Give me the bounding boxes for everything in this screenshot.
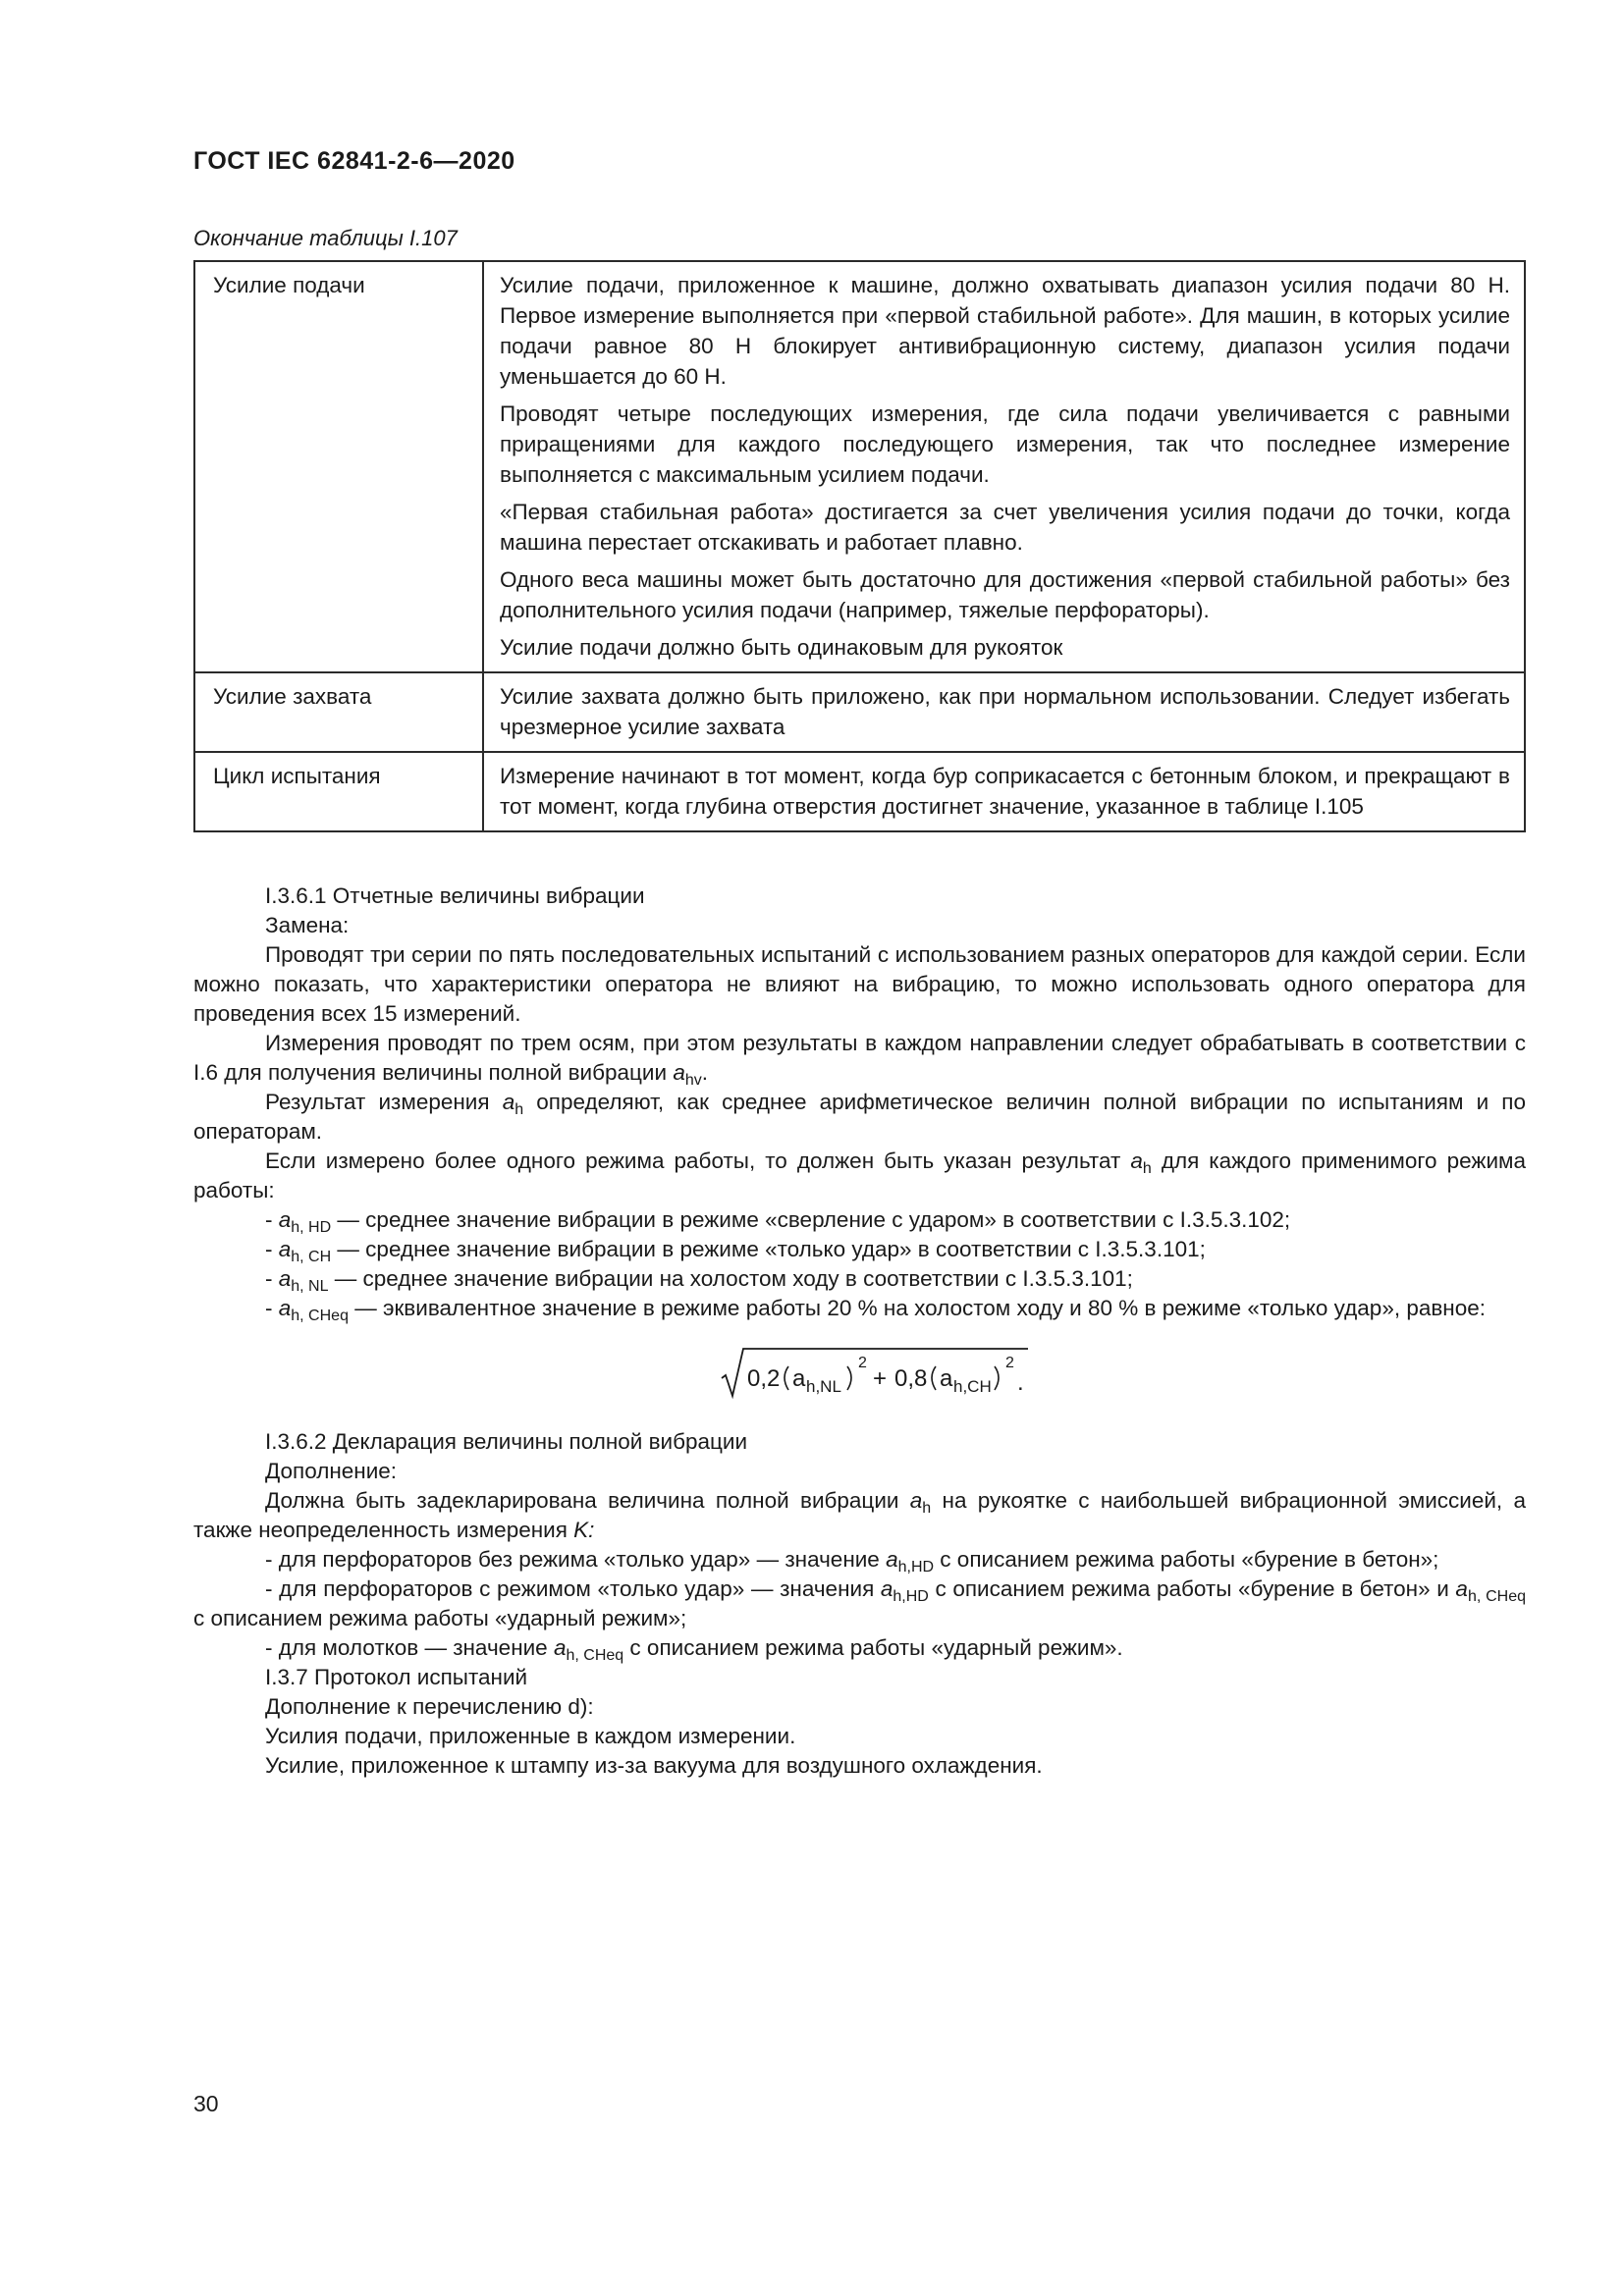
formula-sub-1: h,NL [805,1377,841,1396]
paragraph: Должна быть задекларирована величина полной вибрации $a_h$ на рукоятке с наибольшей вибрационной эмиссией, а также неопределенность измерения K: [193,1488,1526,1542]
paragraph: Усилия подачи, приложенные в каждом измерении. [265,1724,796,1748]
row-content [483,672,1525,752]
row-label: Усилие захвата [194,672,483,752]
row-content [483,752,1525,831]
addition-label: Дополнение к перечислению d): [265,1694,594,1719]
paragraph: Проводят три серии по пять последовательных испытаний с использованием разных операторов для каждой серии. Если можно показать, что характеристики оператора не влияют на вибрацию, то можно использовать одного оператора для проведения всех 15 измерений. [193,942,1526,1026]
section-heading: I.3.7 Протокол испытаний [265,1665,528,1689]
formula-sub-2: h,CH [952,1377,992,1396]
spec-table [193,260,1526,832]
formula-coef-1: 0,2 [746,1365,780,1392]
list-item: - $a_{h, CH}$ — среднее значение вибрации в режиме «только удар» в соответствии с I.3.5.3.101; [265,1237,1206,1265]
cell-paragraph: Усилие захвата должно быть приложено, как при нормальном использовании. Следует избегать чрезмерное усилие захвата [500,684,1510,739]
equivalent-vibration-formula [193,1345,1526,1400]
cell-paragraph: Проводят четыре последующих измерения, где сила подачи увеличивается с равными приращениями для каждого последующего измерения, так что последнее измерение выполняется с максимальным усилием подачи. [500,401,1510,487]
svg-text:.: . [1016,1369,1024,1396]
svg-text:2: 2 [857,1355,867,1371]
cell-paragraph: Одного веса машины может быть достаточно для достижения «первой стабильной работы» без дополнительного усилия подачи (например, тяжелые перфораторы). [500,567,1510,622]
section-heading: I.3.6.2 Декларация величины полной вибрации [265,1429,748,1454]
list-item: - для молотков — значение $a_{h, CHeq}$ с описанием режима работы «ударный режим». [265,1635,1123,1664]
paragraph: Измерения проводят по трем осям, при этом результаты в каждом направлении следует обрабатывать в соответствии с I.6 для получения величины полной вибрации $a_{hv}$. [193,1031,1526,1089]
list-item: - для перфораторов без режима «только удар» — значение $a_{h,HD}$ с описанием режима работы «бурение в бетон»; [265,1547,1439,1575]
section-heading: I.3.6.1 Отчетные величины вибрации [265,883,645,908]
svg-text:2: 2 [1004,1355,1014,1371]
body-text [193,881,1526,1781]
cell-paragraph: Усилие подачи должно быть одинаковым для рукояток [500,635,1063,660]
cell-paragraph: Измерение начинают в тот момент, когда бур соприкасается с бетонным блоком, и прекращают в тот момент, когда глубина отверстия достигнет значение, указанное в таблице I.105 [500,764,1510,819]
row-label: Цикл испытания [194,752,483,831]
cell-paragraph: «Первая стабильная работа» достигается за счет увеличения усилия подачи до точки, когда машина перестает отскакивать и работает плавно. [500,500,1510,555]
formula-graphic [718,1345,1042,1400]
list-item: - для перфораторов с режимом «только удар» — значения $a_{h,HD}$ с описанием режима работы «бурение в бетон» и $a_{h, CHeq}$ с описанием режима работы «ударный режим»; [193,1576,1527,1630]
cell-paragraph: Усилие подачи, приложенное к машине, должно охватывать диапазон усилия подачи 80 Н. Первое измерение выполняется при «первой стабильной работе». Для машин, в которых усилие подачи равное 80 Н блокирует антивибрационную систему, диапазон усилия подачи уменьшается до 60 Н. [500,273,1510,389]
table-caption: Окончание таблицы I.107 [193,226,458,250]
table-row [194,261,1525,672]
table-row [194,752,1525,831]
addition-label: Дополнение: [265,1459,398,1483]
replace-label: Замена: [265,913,350,937]
paragraph: Если измерено более одного режима работы, то должен быть указан результат $a_h$ для каждого применимого режима работы: [193,1148,1526,1202]
list-item: - $a_{h, NL}$ — среднее значение вибрации на холостом ходу в соответствии с I.3.5.3.101; [265,1266,1133,1295]
paragraph: Результат измерения $a_h$ определяют, как среднее арифметическое величин полной вибрации по испытаниям и по операторам. [193,1090,1526,1144]
page-number: 30 [193,2091,219,2116]
svg-text:a: a [939,1365,952,1392]
row-label: Усилие подачи [194,261,483,672]
svg-text:+: + [872,1365,887,1392]
document-header: ГОСТ IEC 62841-2-6—2020 [193,147,515,175]
list-item: - $a_{h, CHeq}$ — эквивалентное значение в режиме работы 20 % на холостом ходу и 80 % в режиме «только удар», равное: [265,1296,1487,1324]
formula-coef-2: 0,8 [893,1365,927,1392]
list-item: - $a_{h, HD}$ — среднее значение вибрации в режиме «сверление с ударом» в соответствии с I.3.5.3.102; [265,1207,1291,1236]
row-content [483,261,1525,672]
paragraph: Усилие, приложенное к штампу из-за вакуума для воздушного охлаждения. [265,1753,1043,1778]
table-row [194,672,1525,752]
svg-text:a: a [791,1365,805,1392]
